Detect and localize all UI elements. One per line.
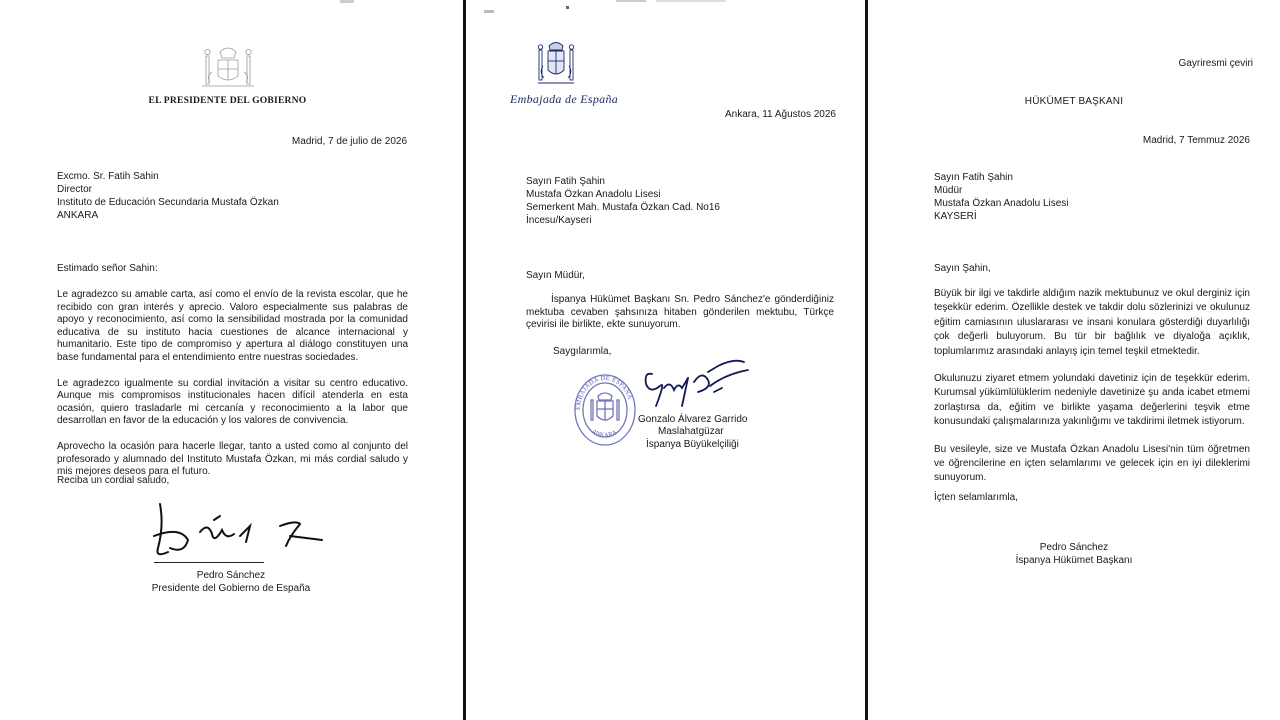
salutation: Sayın Müdür, bbox=[526, 270, 585, 281]
recipient-line: Sayın Fatih Şahin bbox=[934, 172, 1013, 183]
coat-of-arms-emblem bbox=[198, 42, 258, 95]
letter-spanish-page bbox=[0, 0, 462, 720]
recipient-block bbox=[57, 170, 279, 222]
recipient-block bbox=[526, 175, 720, 227]
signer-name: Gonzalo Álvarez Garrido bbox=[638, 414, 748, 425]
scan-edge bbox=[0, 0, 462, 18]
signer-block bbox=[868, 541, 1280, 567]
signer-title: Presidente del Gobierno de España bbox=[151, 583, 311, 594]
recipient-line: Semerkent Mah. Mustafa Özkan Cad. No16 bbox=[526, 202, 720, 213]
body-paragraph: Le agradezco su amable carta, así como el envío de la revista escolar, que he recibido con gran interés y aprecio. Valoro especialmente sus palabras de apoyo y reconocimiento, así como la sensibilidad mostrada por la comunidad educativa de su instituto hacia cuestiones de alcance internacional y humanitario. Este tipo de compromiso y apertura al diálogo constituyen una base fundamental para el entendimiento entre nuestras sociedades. bbox=[57, 289, 408, 363]
recipient-line: Director bbox=[57, 184, 93, 195]
embassy-crest bbox=[536, 38, 576, 93]
body-paragraph: Bu vesileyle, size ve Mustafa Özkan Anadolu Lisesi'nin tüm öğretmen ve öğrencilerine en içten selamlarımı ve gelecek için en iyi dileklerimi sunuyorum. bbox=[934, 443, 1250, 484]
handwritten-signature bbox=[638, 352, 750, 421]
signature-line bbox=[154, 562, 264, 563]
body-paragraph: Okulunuzu ziyaret etmem yolundaki davetiniz için de teşekkür ederim. Kurumsal yükümlülüklerim nedeniyle davetinize şu anda icabet etmemi zorlaştırsa da, eğitim ve birlikte yaşama değerlerini teşvik etme konusundaki çalışmalarınıza yakınlığımı ve takdirimi iletmek istiyorum. bbox=[934, 373, 1250, 428]
letter-translation-page bbox=[868, 0, 1280, 720]
recipient-line: KAYSERİ bbox=[934, 211, 977, 222]
recipient-line: Excmo. Sr. Fatih Sahin bbox=[57, 171, 159, 182]
signer-block bbox=[638, 414, 748, 451]
embassy-seal-stamp bbox=[572, 372, 638, 453]
recipient-line: Sayın Fatih Şahin bbox=[526, 176, 605, 187]
letter-date: Ankara, 11 Ağustos 2026 bbox=[724, 109, 836, 120]
scan-edge bbox=[466, 0, 865, 18]
embassy-letterhead: Embajada de España bbox=[510, 92, 619, 106]
letter-date: Madrid, 7 de julio de 2026 bbox=[291, 136, 407, 147]
closing: İçten selamlarımla, bbox=[934, 492, 1018, 503]
signer-name: Pedro Sánchez bbox=[196, 570, 266, 581]
closing: Reciba un cordial saludo, bbox=[57, 475, 170, 486]
body-paragraph: Büyük bir ilgi ve takdirle aldığım nazik mektubunuz ve okul derginiz için teşekkür ederim. Özellikle destek ve takdir dolu sözlerinizi ve okulunuz eğitim camiasının uluslararası ve insani konulara gösterdiği duyarlılığı çok değerli buluyorum. Bu tür bir bağlılık ve diyaloğa açıklık, toplumlarımız arasındaki anlayış için temel teşkil etmektedir. bbox=[934, 288, 1250, 357]
signer-organization: İspanya Büyükelçiliği bbox=[646, 438, 739, 450]
svg-text:EMBAJADA DE ESPAÑA: EMBAJADA DE ESPAÑA bbox=[574, 374, 634, 411]
signer-block bbox=[0, 569, 462, 595]
recipient-line: Mustafa Özkan Anadolu Lisesi bbox=[934, 198, 1069, 209]
recipient-line: Instituto de Educación Secundaria Mustafa Özkan bbox=[57, 197, 279, 208]
body-paragraph: Aprovecho la ocasión para hacerle llegar, tanto a usted como al conjunto del profesorado y alumnado del Instituto Mustafa Özkan, mi más cordial saludo y mis mejores deseos para el futuro. bbox=[57, 440, 408, 478]
salutation: Sayın Şahin, bbox=[934, 263, 991, 274]
recipient-line: Müdür bbox=[934, 185, 963, 196]
letter-body bbox=[57, 289, 408, 479]
signer-name: Pedro Sánchez bbox=[1039, 542, 1109, 553]
recipient-line: ANKARA bbox=[57, 210, 99, 221]
letterhead-title: HÜKÜMET BAŞKANI bbox=[1024, 96, 1124, 107]
letter-body bbox=[934, 287, 1250, 486]
letterhead-title: EL PRESIDENTE DEL GOBIERNO bbox=[148, 95, 307, 106]
embassy-letter-page bbox=[463, 0, 868, 720]
svg-text:ANKARA: ANKARA bbox=[590, 428, 619, 440]
recipient-line: İncesu/Kayseri bbox=[526, 215, 592, 226]
translation-note: Gayriresmi çeviri bbox=[1178, 58, 1253, 69]
signer-title: Maslahatgüzar bbox=[658, 426, 724, 438]
signer-title: İspanya Hükümet Başkanı bbox=[1015, 555, 1133, 566]
body-paragraph: İspanya Hükümet Başkanı Sn. Pedro Sánchez'e gönderdiğiniz mektuba cevaben şahsınıza hitaben gönderilen mektubu, Türkçe çevirisi ile birlikte, ekte sunuyorum. bbox=[526, 294, 834, 331]
letter-date: Madrid, 7 Temmuz 2026 bbox=[1142, 135, 1250, 146]
recipient-block bbox=[934, 171, 1069, 223]
closing: Saygılarımla, bbox=[553, 346, 612, 357]
recipient-line: Mustafa Özkan Anadolu Lisesi bbox=[526, 189, 661, 200]
handwritten-signature bbox=[150, 496, 330, 567]
body-paragraph: Le agradezco igualmente su cordial invitación a visitar su centro educativo. Aunque mis compromisos institucionales hacen difícil atenderla en esta ocasión, quiero trasladarle mi cercanía y reconocimiento a la labor que desarrollan en favor de la educación y los valores de convivencia. bbox=[57, 377, 408, 427]
salutation: Estimado señor Sahin: bbox=[57, 263, 158, 274]
